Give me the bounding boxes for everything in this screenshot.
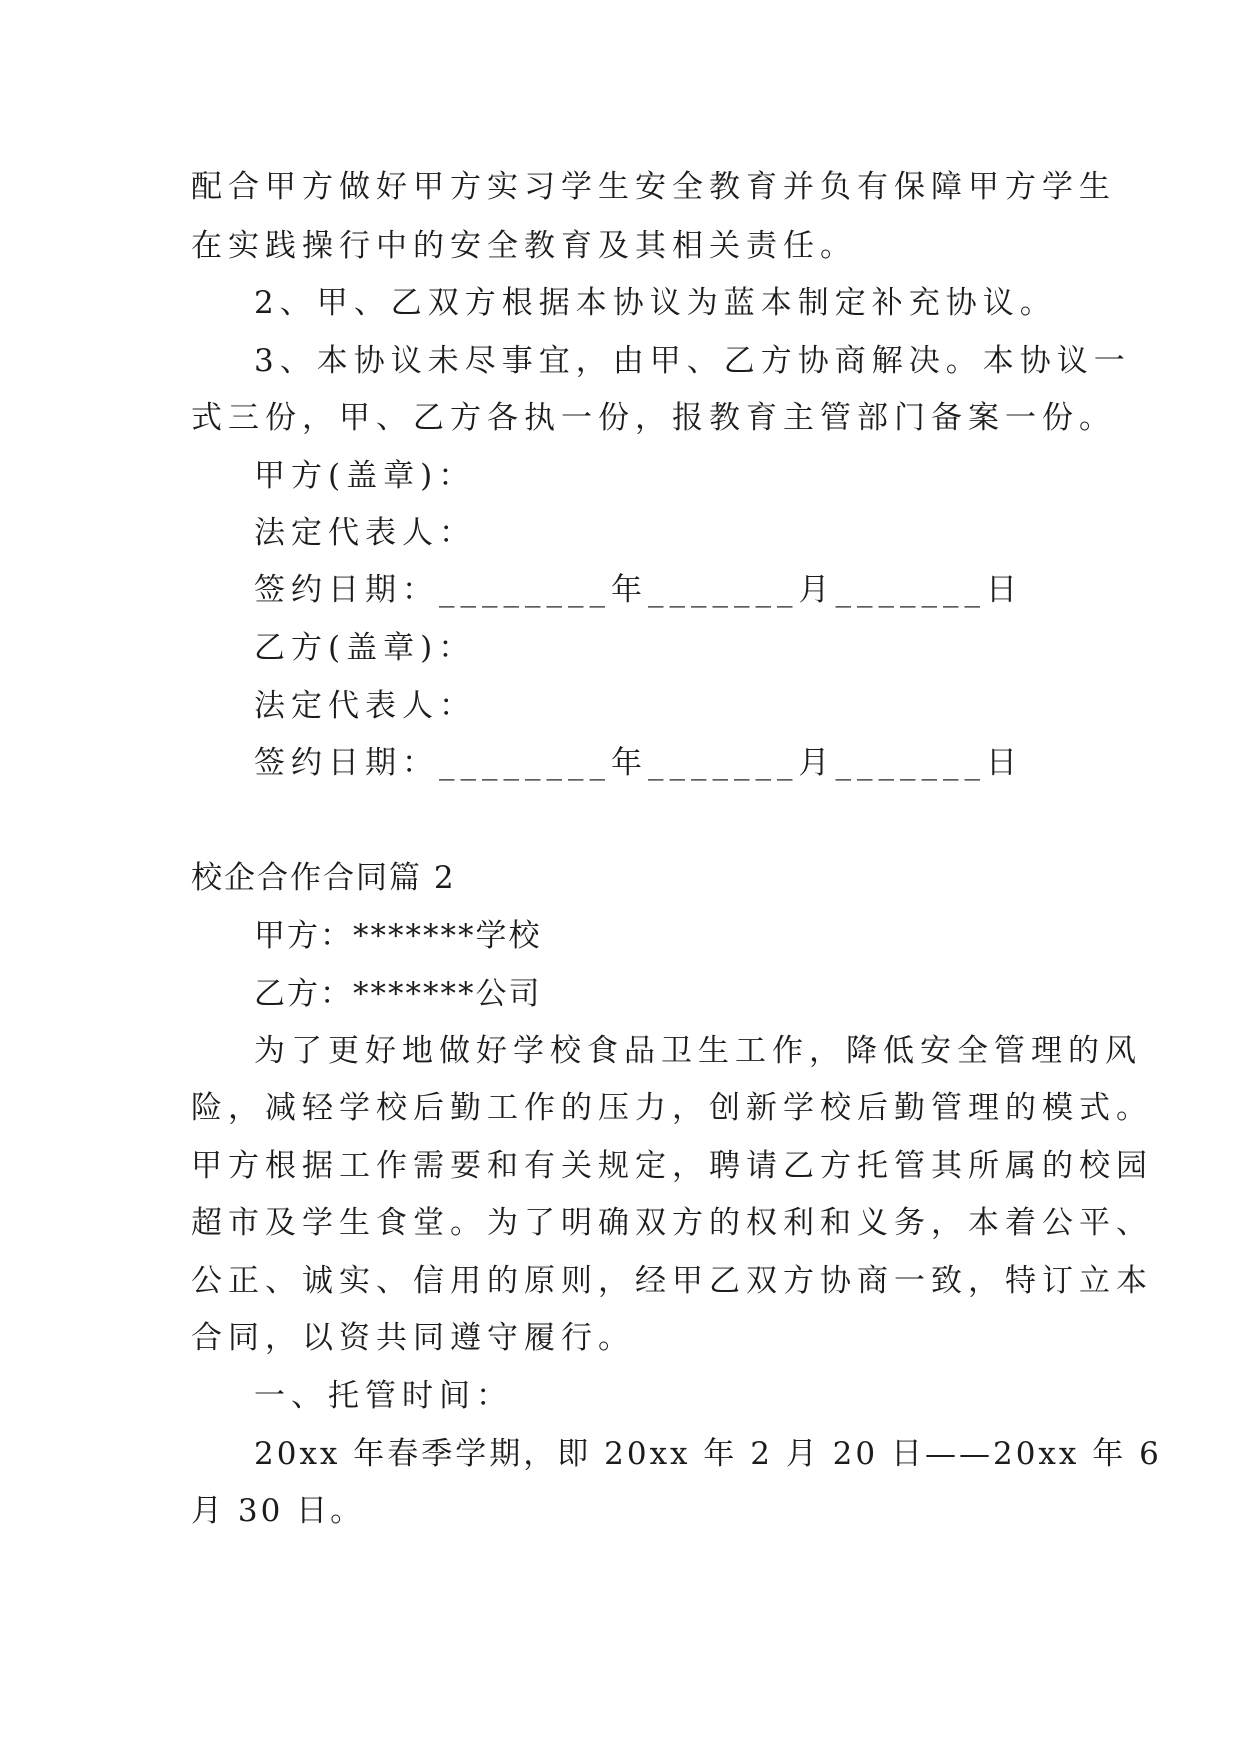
- text-line: 3、本协议未尽事宜，由甲、乙方协商解决。本协议一: [254, 343, 1131, 379]
- text-line: 配合甲方做好甲方实习学生安全教育并负有保障甲方学生: [191, 169, 1116, 205]
- text-line: 2、甲、乙双方根据本协议为蓝本制定补充协议。: [254, 285, 1057, 321]
- text-line: 月 30 日。: [191, 1493, 365, 1529]
- party-b-signing-date: 签约日期：________年_______月_______日: [254, 745, 1023, 781]
- text-line: 超市及学生食堂。为了明确双方的权利和义务，本着公平、: [191, 1205, 1153, 1241]
- party-b-seal-label: 乙方(盖章)：: [254, 630, 476, 666]
- party-b-name: 乙方：*******公司: [254, 976, 542, 1012]
- text-line: 式三份，甲、乙方各执一份，报教育主管部门备案一份。: [191, 400, 1116, 436]
- text-line: 为了更好地做好学校食品卫生工作，降低安全管理的风: [254, 1033, 1142, 1069]
- text-line: 险，减轻学校后勤工作的压力，创新学校后勤管理的模式。: [191, 1090, 1153, 1126]
- party-b-representative-label: 法定代表人：: [254, 688, 476, 724]
- text-line: 20xx 年春季学期，即 20xx 年 2 月 20 日——20xx 年 6: [254, 1436, 1162, 1472]
- party-a-name: 甲方：*******学校: [254, 918, 542, 954]
- party-a-signing-date: 签约日期：________年_______月_______日: [254, 572, 1023, 608]
- text-line: 合同，以资共同遵守履行。: [191, 1320, 635, 1356]
- party-a-seal-label: 甲方(盖章)：: [254, 458, 476, 494]
- party-a-representative-label: 法定代表人：: [254, 515, 476, 551]
- clause-heading: 一、托管时间：: [254, 1378, 513, 1414]
- section-title: 校企合作合同篇 2: [191, 860, 456, 896]
- text-line: 在实践操行中的安全教育及其相关责任。: [191, 228, 857, 264]
- text-line: 甲方根据工作需要和有关规定，聘请乙方托管其所属的校园: [191, 1148, 1153, 1184]
- text-line: 公正、诚实、信用的原则，经甲乙双方协商一致，特订立本: [191, 1263, 1153, 1299]
